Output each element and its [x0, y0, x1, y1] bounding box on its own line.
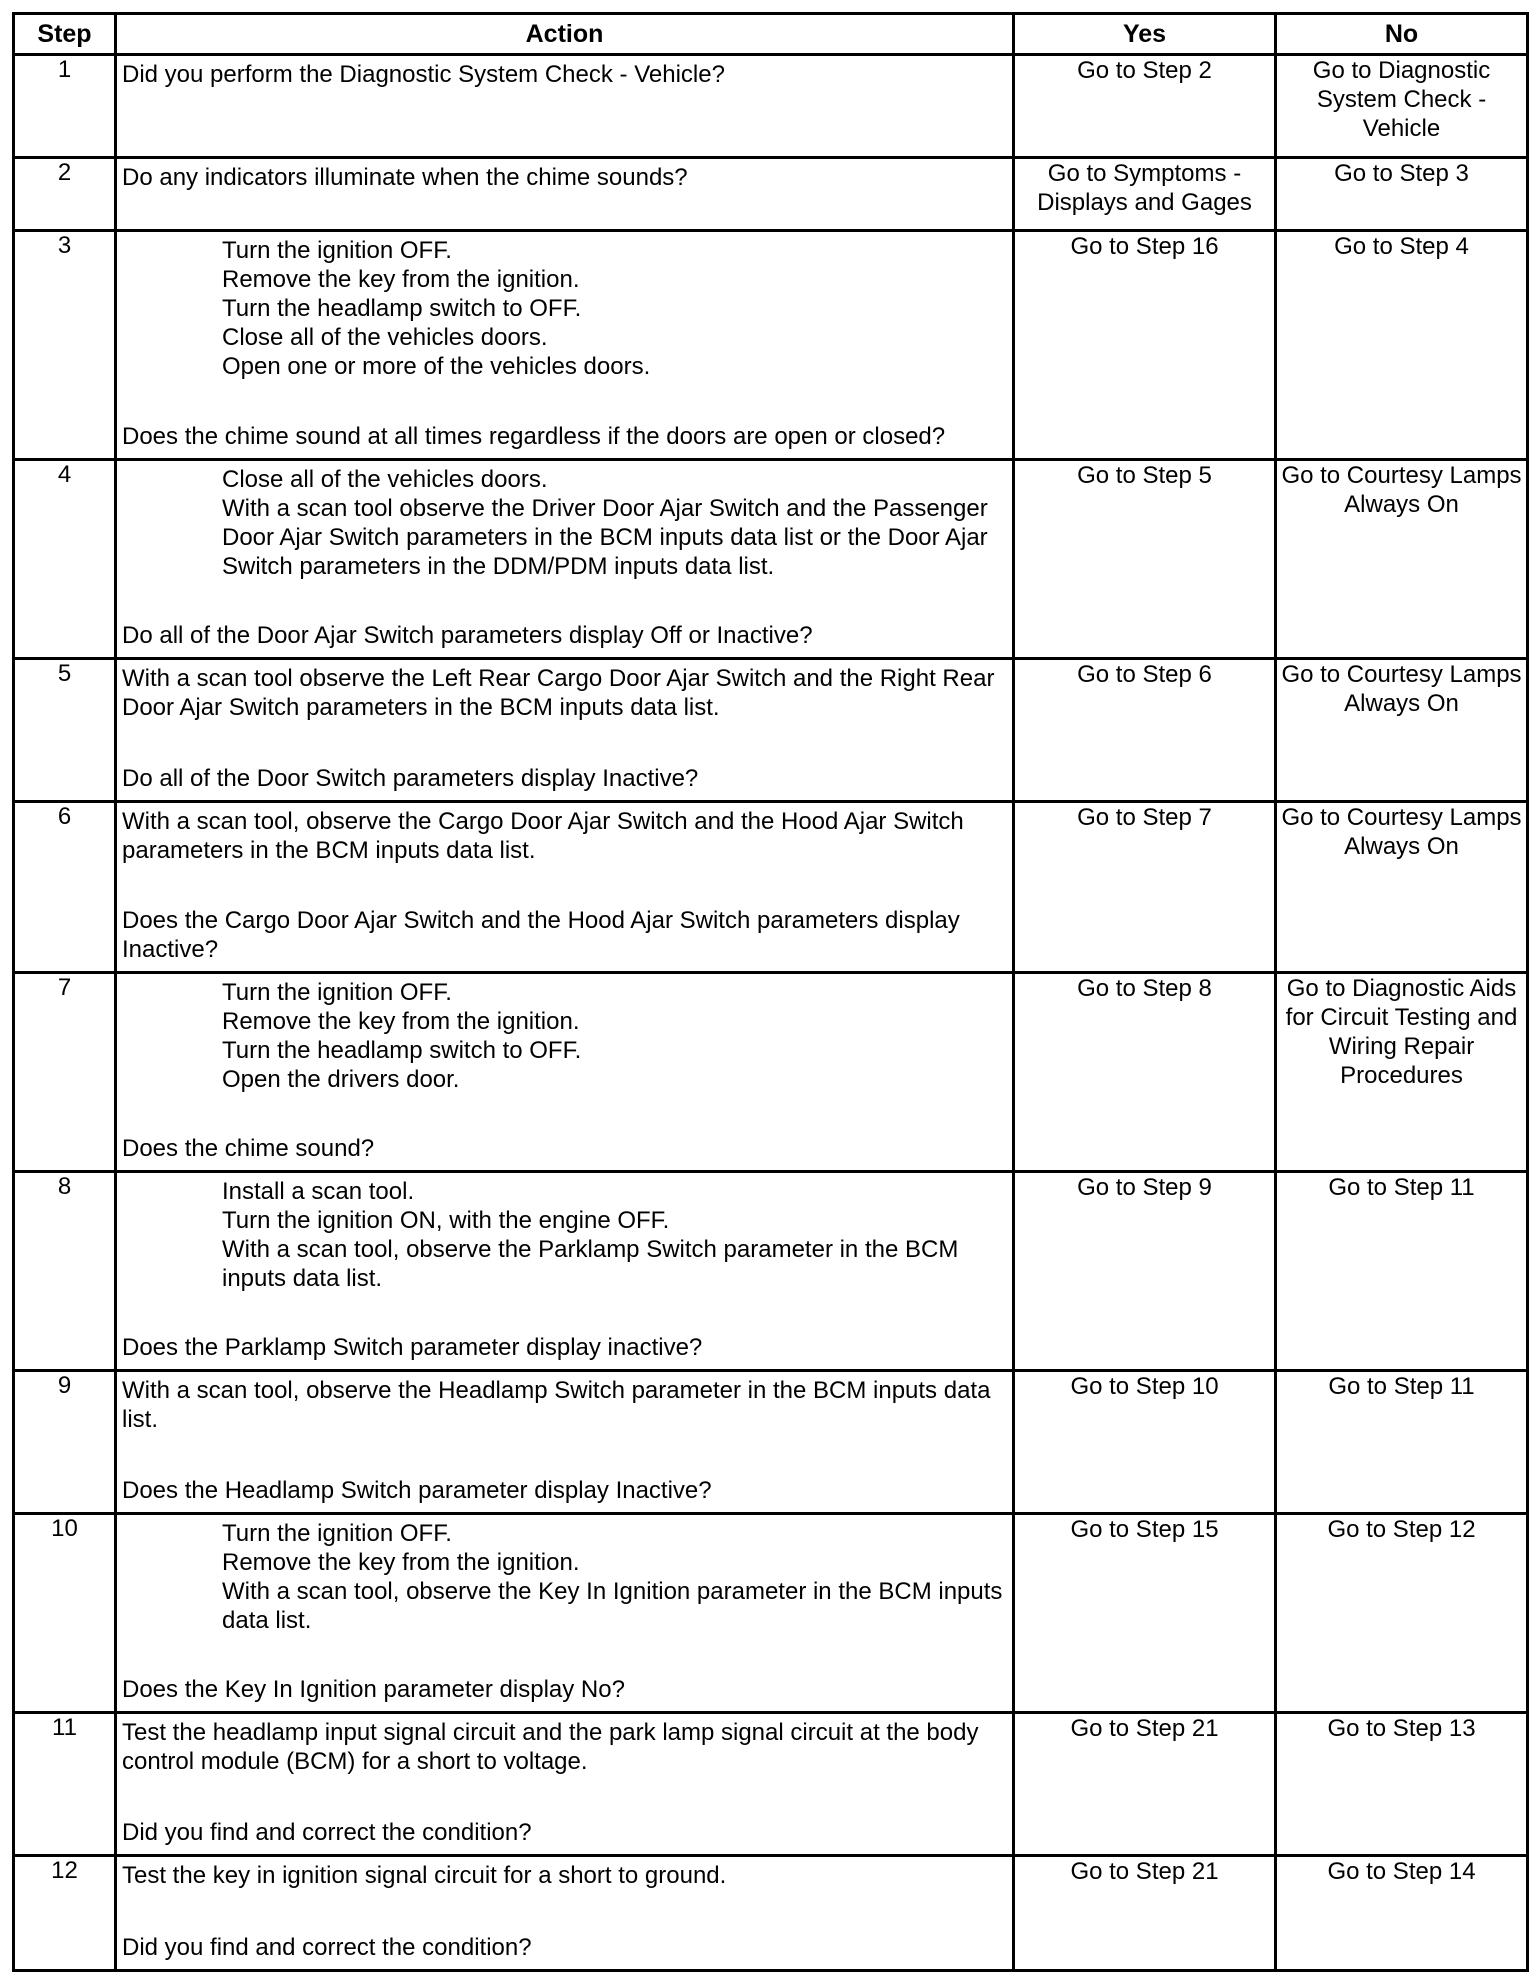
step-number: 6 [14, 802, 116, 973]
no-result: Go to Step 3 [1276, 158, 1528, 231]
substep-list [122, 465, 1008, 581]
no-result: Go to Diagnostic System Check - Vehicle [1276, 55, 1528, 158]
table-row [14, 659, 1528, 802]
action-cell [116, 460, 1014, 659]
yes-result: Go to Step 5 [1014, 460, 1276, 659]
action-content [117, 1857, 1012, 1966]
action-top [122, 1376, 1008, 1434]
substep-list [122, 978, 1008, 1094]
no-result: Go to Courtesy Lamps Always On [1276, 460, 1528, 659]
step-number: 8 [14, 1172, 116, 1371]
action-content [117, 461, 1012, 654]
substep-item: Turn the ignition ON, with the engine OFF. [222, 1207, 670, 1234]
action-question: Do all of the Door Switch parameters display Inactive? [122, 765, 699, 792]
action-instruction: With a scan tool observe the Left Rear Cargo Door Ajar Switch and the Right Rear Door Ajar Switch parameters in the BCM inputs data list. [122, 665, 995, 721]
substep-item: Open one or more of the vehicles doors. [222, 353, 651, 380]
action-question: Does the chime sound? [122, 1135, 375, 1162]
header-yes: Yes [1014, 14, 1276, 55]
step-number: 4 [14, 460, 116, 659]
action-content [117, 660, 1012, 797]
table-row [14, 158, 1528, 231]
action-instruction: With a scan tool, observe the Cargo Door Ajar Switch and the Hood Ajar Switch parameters in the BCM inputs data list. [122, 808, 964, 864]
action-question: Does the Parklamp Switch parameter display inactive? [122, 1334, 703, 1361]
yes-result: Go to Step 21 [1014, 1713, 1276, 1856]
action-content [117, 803, 1012, 968]
table-body [14, 55, 1528, 1971]
action-cell [116, 1172, 1014, 1371]
substep-item: Remove the key from the ignition. [222, 266, 580, 293]
action-question: Does the chime sound at all times regardless if the doors are open or closed? [122, 423, 946, 450]
yes-result: Go to Step 21 [1014, 1856, 1276, 1971]
header-action: Action [116, 14, 1014, 55]
substep-item: With a scan tool observe the Driver Door Ajar Switch and the Passenger Door Ajar Switch parameters in the BCM inputs data list or the Door Ajar Switch parameters in the DDM/PDM inputs data list. [222, 495, 988, 580]
action-cell [116, 973, 1014, 1172]
substep-item: Turn the ignition OFF. [222, 237, 452, 264]
no-result: Go to Step 14 [1276, 1856, 1528, 1971]
step-number: 9 [14, 1371, 116, 1514]
action-cell [116, 231, 1014, 460]
action-question: Does the Cargo Door Ajar Switch and the Hood Ajar Switch parameters display Inactive? [122, 907, 960, 963]
action-instruction: Test the headlamp input signal circuit and the park lamp signal circuit at the body control module (BCM) for a short to voltage. [122, 1719, 979, 1775]
step-number: 3 [14, 231, 116, 460]
step-number: 12 [14, 1856, 116, 1971]
table-row [14, 1172, 1528, 1371]
action-content [117, 1372, 1012, 1509]
action-cell [116, 55, 1014, 158]
yes-result: Go to Step 10 [1014, 1371, 1276, 1514]
step-number: 2 [14, 158, 116, 231]
action-cell [116, 1514, 1014, 1713]
action-question: Did you find and correct the condition? [122, 1819, 532, 1846]
diagnostic-table [12, 12, 1529, 1972]
step-number: 10 [14, 1514, 116, 1713]
substep-item: Install a scan tool. [222, 1178, 415, 1205]
no-result: Go to Step 11 [1276, 1172, 1528, 1371]
header-row [14, 14, 1528, 55]
substep-item: With a scan tool, observe the Key In Ignition parameter in the BCM inputs data list. [222, 1578, 1003, 1634]
table-row [14, 1856, 1528, 1971]
substep-item: Open the drivers door. [222, 1066, 460, 1093]
yes-result: Go to Step 2 [1014, 55, 1276, 158]
table-row [14, 973, 1528, 1172]
action-top [122, 236, 1008, 381]
substep-item: Remove the key from the ignition. [222, 1549, 580, 1576]
action-question: Does the Key In Ignition parameter display No? [122, 1676, 625, 1703]
no-result: Go to Step 4 [1276, 231, 1528, 460]
action-instruction: Test the key in ignition signal circuit for a short to ground. [122, 1862, 727, 1889]
action-question: Does the Headlamp Switch parameter display Inactive? [122, 1477, 712, 1504]
action-instruction: With a scan tool, observe the Headlamp Switch parameter in the BCM inputs data list. [122, 1377, 991, 1433]
yes-result: Go to Step 6 [1014, 659, 1276, 802]
action-content [117, 1515, 1012, 1708]
action-cell [116, 659, 1014, 802]
action-top [122, 664, 1008, 722]
table-row [14, 1514, 1528, 1713]
no-result: Go to Courtesy Lamps Always On [1276, 659, 1528, 802]
action-content [117, 1173, 1012, 1366]
action-top [122, 163, 1008, 192]
table-row [14, 1713, 1528, 1856]
table-row [14, 55, 1528, 158]
action-content [117, 232, 1012, 455]
substep-list [122, 1177, 1008, 1293]
action-top [122, 978, 1008, 1094]
action-cell [116, 158, 1014, 231]
action-cell [116, 1713, 1014, 1856]
substep-item: Close all of the vehicles doors. [222, 466, 548, 493]
action-instruction: Did you perform the Diagnostic System Check - Vehicle? [122, 61, 725, 88]
yes-result: Go to Step 9 [1014, 1172, 1276, 1371]
table-row [14, 802, 1528, 973]
no-result: Go to Step 11 [1276, 1371, 1528, 1514]
header-no: No [1276, 14, 1528, 55]
action-top [122, 807, 1008, 865]
substep-item: Turn the headlamp switch to OFF. [222, 1037, 582, 1064]
action-content [117, 159, 1012, 226]
yes-result: Go to Step 16 [1014, 231, 1276, 460]
substep-item: Remove the key from the ignition. [222, 1008, 580, 1035]
substep-item: With a scan tool, observe the Parklamp Switch parameter in the BCM inputs data list. [222, 1236, 959, 1292]
substep-item: Turn the headlamp switch to OFF. [222, 295, 582, 322]
no-result: Go to Courtesy Lamps Always On [1276, 802, 1528, 973]
action-content [117, 1714, 1012, 1851]
step-number: 1 [14, 55, 116, 158]
action-question: Do all of the Door Ajar Switch parameters display Off or Inactive? [122, 622, 813, 649]
action-instruction: Do any indicators illuminate when the chime sounds? [122, 164, 688, 191]
action-top [122, 60, 1008, 89]
table-row [14, 460, 1528, 659]
substep-item: Turn the ignition OFF. [222, 979, 452, 1006]
yes-result: Go to Symptoms - Displays and Gages [1014, 158, 1276, 231]
action-content [117, 56, 1012, 153]
step-number: 5 [14, 659, 116, 802]
action-question: Did you find and correct the condition? [122, 1934, 532, 1961]
no-result: Go to Step 13 [1276, 1713, 1528, 1856]
action-cell [116, 1856, 1014, 1971]
yes-result: Go to Step 15 [1014, 1514, 1276, 1713]
action-top [122, 1177, 1008, 1293]
header-step: Step [14, 14, 116, 55]
yes-result: Go to Step 7 [1014, 802, 1276, 973]
substep-list [122, 236, 1008, 381]
action-top [122, 465, 1008, 581]
step-number: 7 [14, 973, 116, 1172]
substep-item: Turn the ignition OFF. [222, 1520, 452, 1547]
action-content [117, 974, 1012, 1167]
table-row [14, 1371, 1528, 1514]
action-cell [116, 1371, 1014, 1514]
action-cell [116, 802, 1014, 973]
action-top [122, 1519, 1008, 1635]
action-top [122, 1861, 1008, 1890]
substep-item: Close all of the vehicles doors. [222, 324, 548, 351]
no-result: Go to Diagnostic Aids for Circuit Testing and Wiring Repair Procedures [1276, 973, 1528, 1172]
step-number: 11 [14, 1713, 116, 1856]
table-row [14, 231, 1528, 460]
substep-list [122, 1519, 1008, 1635]
no-result: Go to Step 12 [1276, 1514, 1528, 1713]
action-top [122, 1718, 1008, 1776]
yes-result: Go to Step 8 [1014, 973, 1276, 1172]
